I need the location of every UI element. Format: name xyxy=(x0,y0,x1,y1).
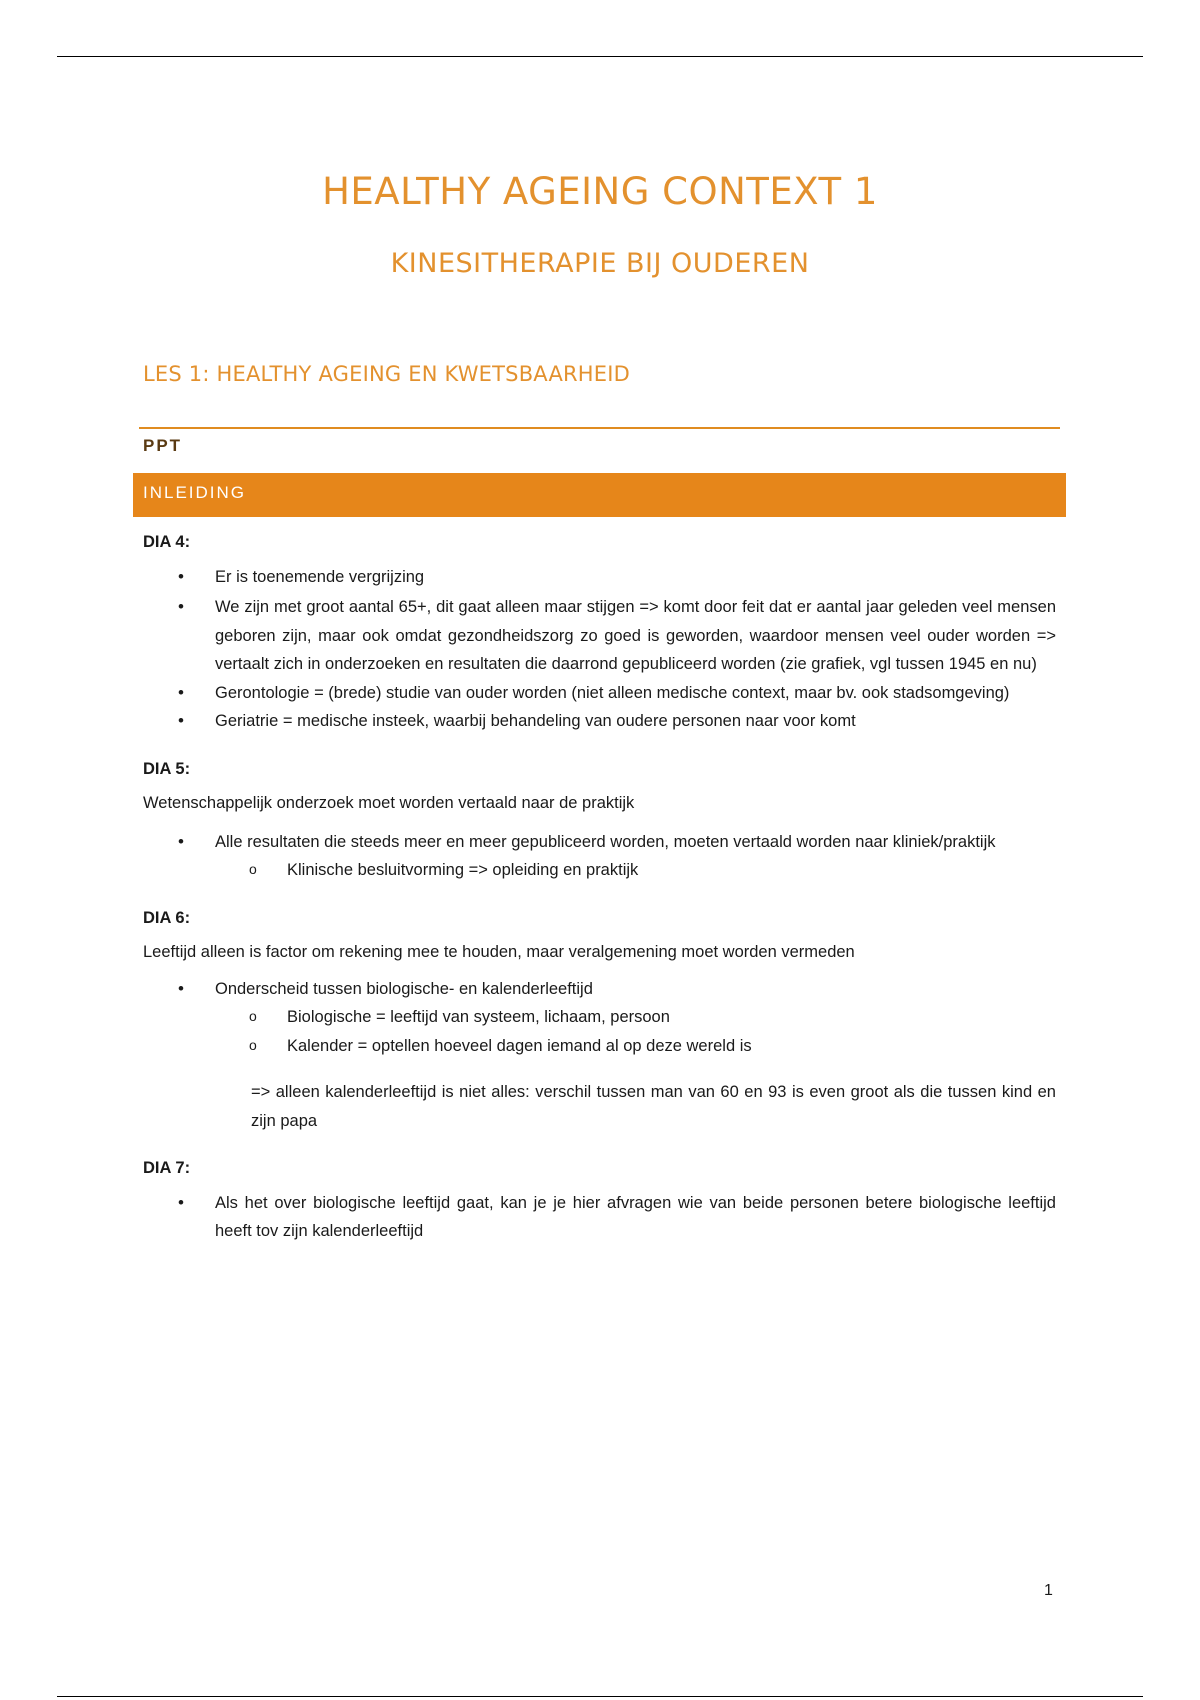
dia4-bullet-list xyxy=(143,563,1056,736)
document-body xyxy=(143,528,1056,1246)
lesson-heading-rule xyxy=(139,427,1060,429)
dia6-note: => alleen kalenderleeftijd is niet alles: verschil tussen man van 60 en 93 is even groot als die tussen kind en zijn papa xyxy=(251,1083,1056,1130)
dia6-sub-1: o Biologische = leeftijd van systeem, lichaam, persoon xyxy=(215,1003,1056,1032)
dia4-bullet-1: • Er is toenemende vergrijzing xyxy=(143,563,1056,592)
dia5-bullet-text: Alle resultaten die steeds meer en meer gepubliceerd worden, moeten vertaald worden naar kliniek/praktijk xyxy=(215,832,996,851)
dia5-sub-list xyxy=(215,856,1056,885)
dia5-bullet-list xyxy=(143,828,1056,885)
dia4-bullet-3: • Gerontologie = (brede) studie van ouder worden (niet alleen medische context, maar bv. ook stadsomgeving) xyxy=(143,679,1056,708)
dia5-label: DIA 5: xyxy=(143,759,191,778)
document-title: HEALTHY AGEING CONTEXT 1 xyxy=(322,170,878,213)
page-top-rule xyxy=(57,56,1143,57)
dia6-sub-2: o Kalender = optellen hoeveel dagen iemand al op deze wereld is xyxy=(215,1032,1056,1061)
dia6-bullet-list xyxy=(143,975,1056,1061)
dia5-sub-1: o Klinische besluitvorming => opleiding en praktijk xyxy=(215,856,1056,885)
dia6-intro: Leeftijd alleen is factor om rekening mee te houden, maar veralgemening moet worden vermeden xyxy=(143,943,855,961)
page-number: 1 xyxy=(1044,1582,1053,1599)
dia4-bullet-2: • We zijn met groot aantal 65+, dit gaat alleen maar stijgen => komt door feit dat er aantal jaar geleden veel mensen geboren zijn, maar ook omdat gezondheidszorg zo goed is geworden, waardoor mensen veel ouder worden => vertaalt zich in onderzoeken en resultaten die daarrond gepubliceerd worden (zie grafiek, vgl tussen 1945 en nu) xyxy=(143,593,1056,679)
ppt-label: PPT xyxy=(143,436,183,455)
dia7-label: DIA 7: xyxy=(143,1159,191,1177)
document-subtitle: KINESITHERAPIE BIJ OUDEREN xyxy=(390,248,810,279)
dia6-label: DIA 6: xyxy=(143,908,191,927)
page-bottom-rule xyxy=(57,1696,1143,1697)
dia7-bullet-1: • Als het over biologische leeftijd gaat, kan je je hier afvragen wie van beide personen betere biologische leeftijd heeft tov zijn kalenderleeftijd xyxy=(143,1189,1056,1246)
dia6-bullet-1 xyxy=(143,975,1056,1061)
section-band xyxy=(133,473,1066,517)
section-band-label: INLEIDING xyxy=(143,483,247,502)
dia4-label: DIA 4: xyxy=(143,533,191,551)
dia7-bullet-list xyxy=(143,1189,1056,1246)
dia6-sub-list xyxy=(215,1003,1056,1060)
dia5-intro: Wetenschappelijk onderzoek moet worden vertaald naar de praktijk xyxy=(143,794,635,812)
lesson-heading: LES 1: HEALTHY AGEING EN KWETSBAARHEID xyxy=(143,362,631,386)
dia5-bullet-1 xyxy=(143,828,1056,885)
dia6-bullet-text: Onderscheid tussen biologische- en kalenderleeftijd xyxy=(215,979,593,998)
dia4-bullet-4: • Geriatrie = medische insteek, waarbij behandeling van oudere personen naar voor komt xyxy=(143,707,1056,736)
